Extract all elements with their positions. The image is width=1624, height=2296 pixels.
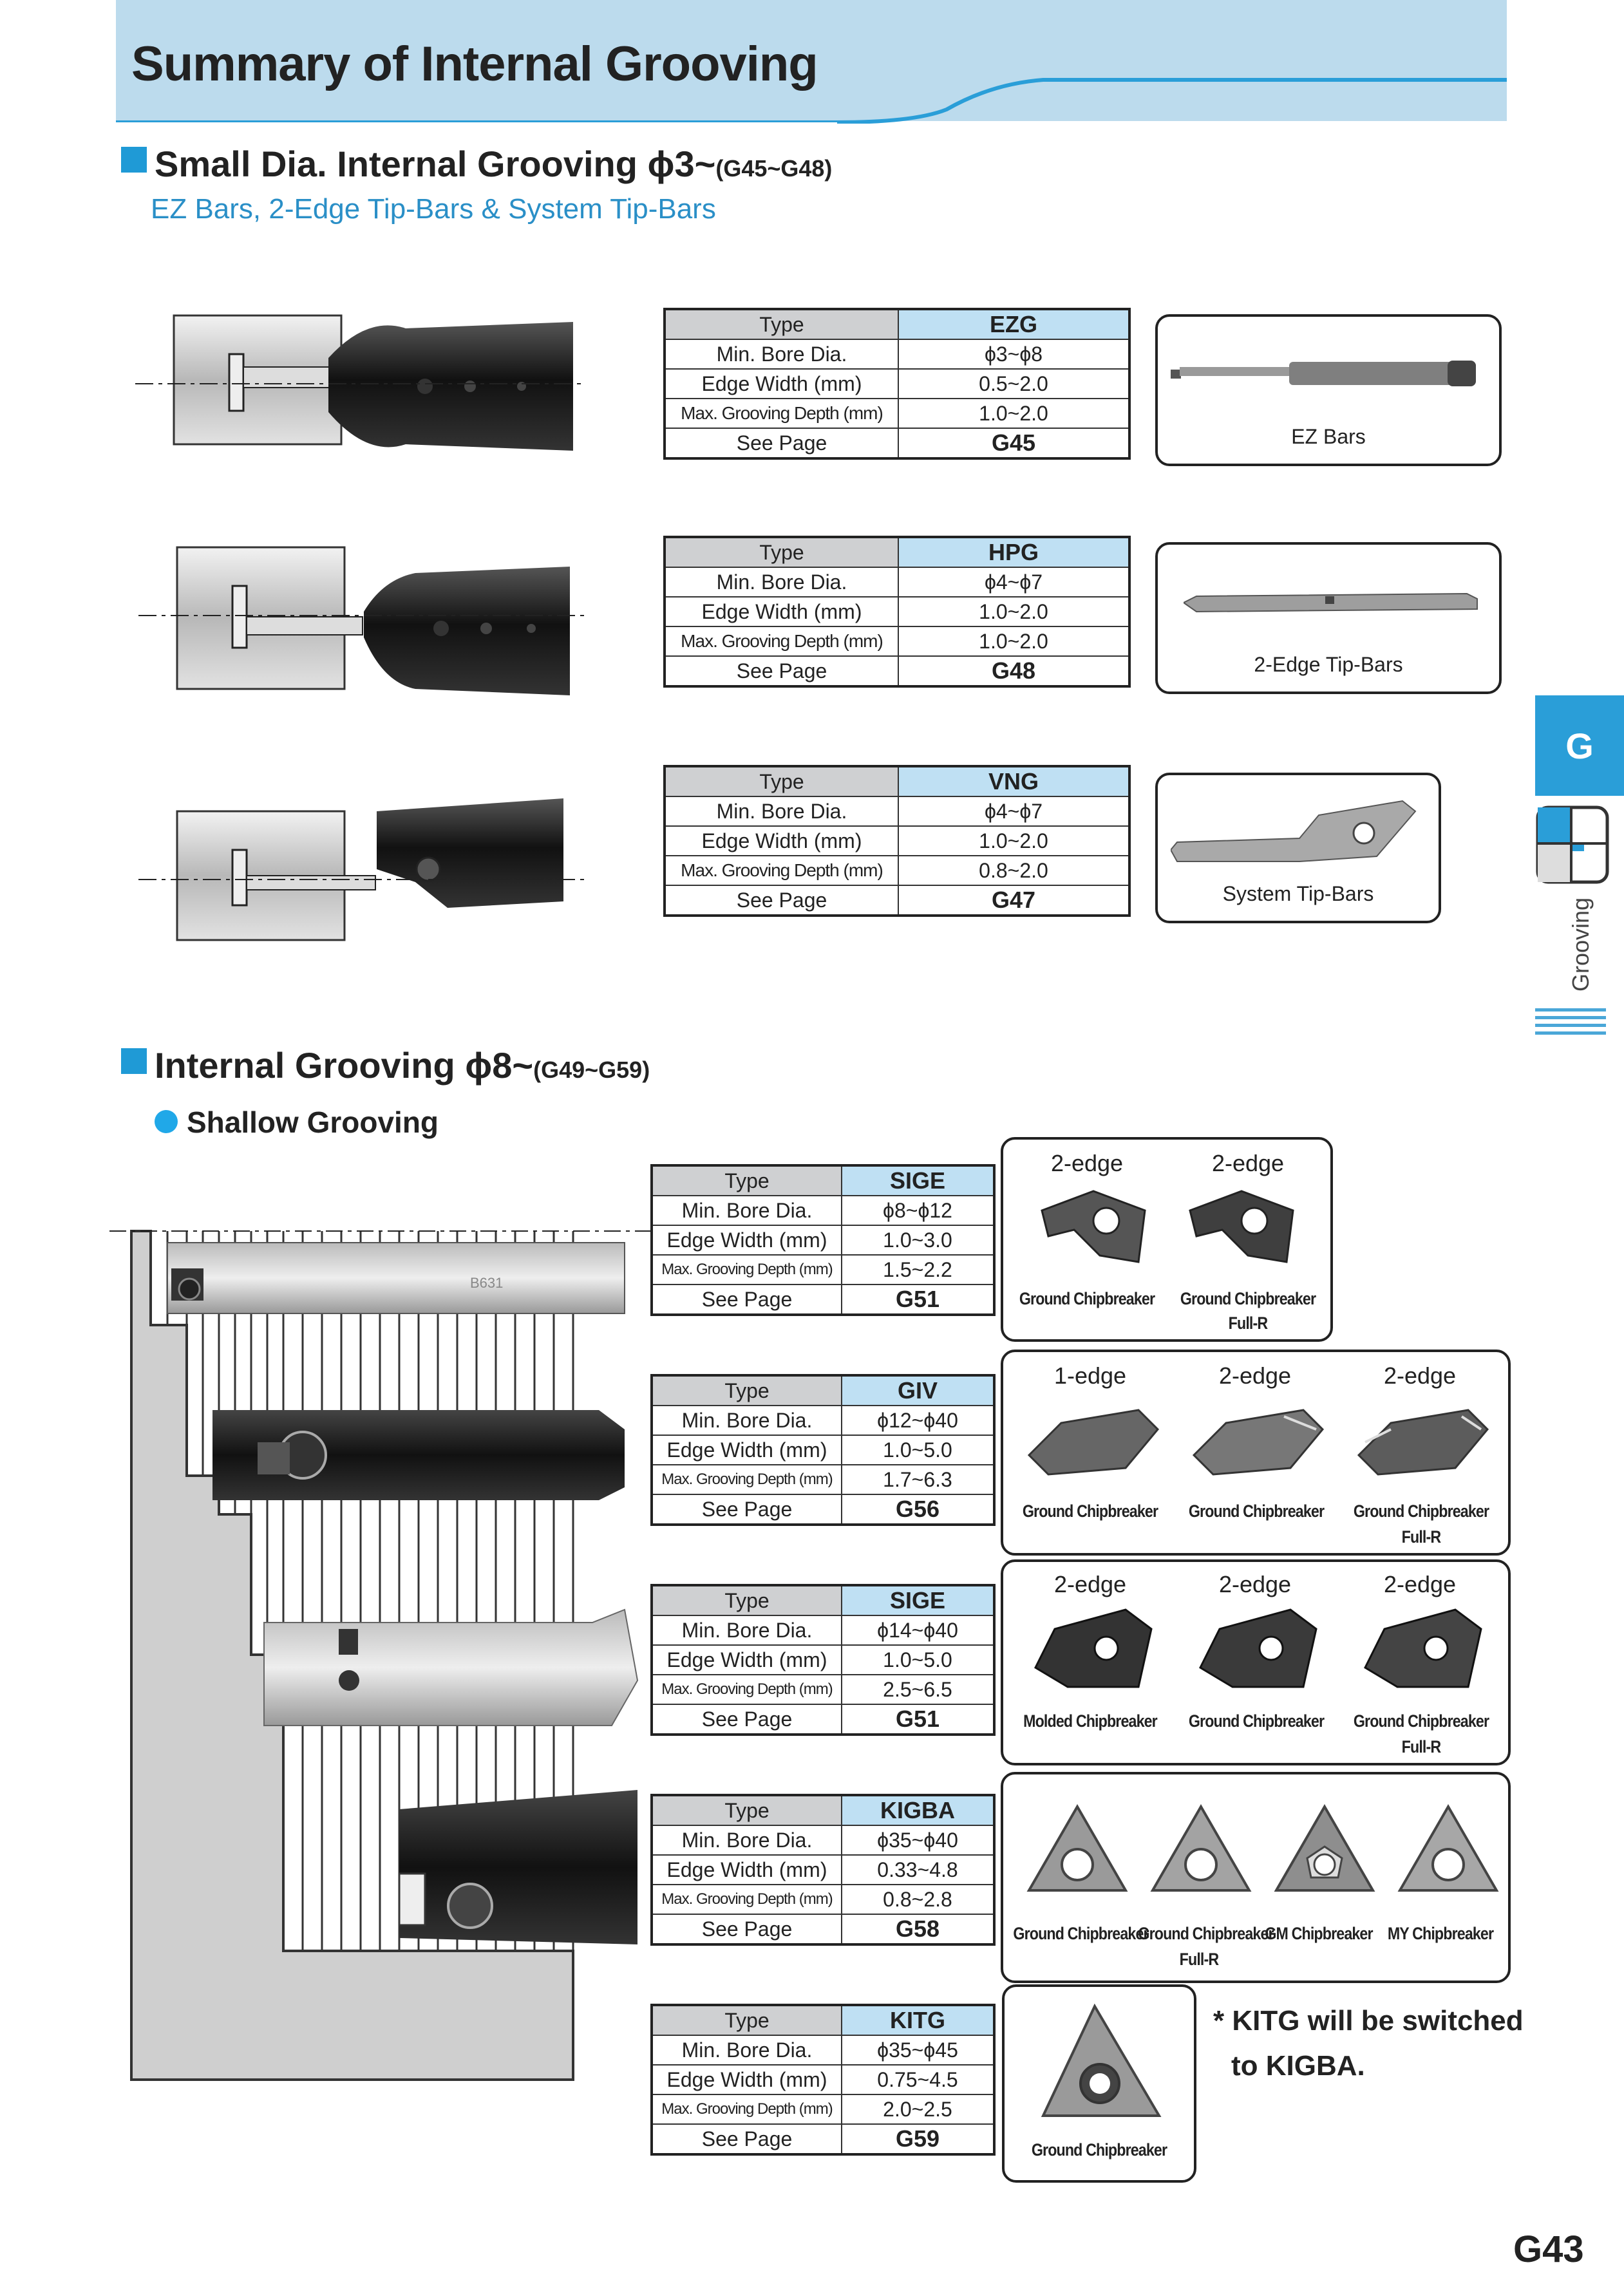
edge-width-value: 1.0~5.0 [842,1435,994,1465]
chipbreaker-label: MY Chipbreaker [1387,1924,1494,1943]
insert-image [1023,1404,1164,1481]
insert-image [1359,1603,1487,1693]
shallow-grooving-heading: Shallow Grooving [187,1106,439,1139]
chipbreaker-sublabel: Full-R [1401,1737,1441,1756]
edge-width-value: 1.0~5.0 [842,1645,994,1675]
row-label-type: Type [652,2005,842,2035]
chipbreaker-label: Molded Chipbreaker [1023,1711,1157,1731]
insert-edge-label: 2-edge [1218,1571,1292,1597]
ezg-bore-illustration [135,303,586,470]
ez-bar-image [1171,355,1486,394]
row-label-edge-width: Edge Width (mm) [652,2065,842,2094]
insert-edge-label: 1-edge [1053,1362,1127,1389]
row-label-type: Type [665,309,898,339]
insert-edge-label: 2-edge [1050,1150,1124,1176]
row-label-see-page: See Page [665,656,898,686]
insert-image [1030,2000,1172,2129]
page-title: Summary of Internal Grooving [131,37,818,91]
section2-title: Internal Grooving ϕ8~(G49~G59) [155,1045,650,1086]
row-label-see-page: See Page [665,885,898,916]
row-label-see-page: See Page [652,1914,842,1944]
section1-title: Small Dia. Internal Grooving ϕ3~(G45~G48) [155,144,833,184]
row-label-min-bore: Min. Bore Dia. [665,796,898,826]
min-bore-value: ϕ8~ϕ12 [842,1196,994,1225]
side-tab-label: Grooving [1567,897,1594,992]
section1-bullet [121,147,147,173]
insert-image [1146,1800,1256,1903]
row-label-see-page: See Page [665,428,898,458]
max-depth-value: 1.5~2.2 [842,1255,994,1284]
row-label-edge-width: Edge Width (mm) [652,1225,842,1255]
chipbreaker-label: Ground Chipbreaker [1353,1501,1489,1521]
chipbreaker-label: Ground Chipbreaker [1019,1289,1155,1308]
row-label-min-bore: Min. Bore Dia. [652,1406,842,1435]
type-value: SIGE [842,1165,994,1196]
insert-image [1352,1404,1494,1481]
max-depth-value: 1.0~2.0 [898,399,1129,428]
row-label-see-page: See Page [652,1704,842,1735]
row-label-edge-width: Edge Width (mm) [652,1855,842,1885]
row-label-see-page: See Page [652,1494,842,1525]
insert-image [1187,1404,1329,1481]
chipbreaker-sublabel: Full-R [1401,1527,1441,1547]
spec-table-ezg [663,308,1131,460]
min-bore-value: ϕ3~ϕ8 [898,339,1129,369]
ez-bars-picture-box [1155,314,1502,466]
type-value: HPG [898,537,1129,567]
insert-image [1029,1603,1158,1693]
row-label-type: Type [652,1585,842,1615]
system-tip-bar-image [1171,792,1428,869]
insert-box-kitg [1002,1984,1196,2183]
section2-bullet [121,1048,147,1074]
edge-width-value: 0.33~4.8 [842,1855,994,1885]
system-tip-bars-label: System Tip-Bars [1222,882,1374,905]
ez-bars-label: EZ Bars [1291,425,1366,448]
note-line2: to KIGBA. [1231,2050,1365,2082]
row-label-edge-width: Edge Width (mm) [665,369,898,399]
row-label-max-depth: Max. Grooving Depth (mm) [652,1675,842,1704]
see-page-link[interactable]: G48 [898,656,1129,686]
row-label-type: Type [652,1165,842,1196]
row-label-max-depth: Max. Grooving Depth (mm) [652,2094,842,2124]
max-depth-value: 0.8~2.8 [842,1885,994,1914]
insert-image [1270,1800,1379,1903]
insert-image [1029,1185,1158,1268]
chipbreaker-label: Ground Chipbreaker [1138,1924,1274,1943]
max-depth-value: 2.0~2.5 [842,2094,994,2124]
max-depth-value: 1.0~2.0 [898,626,1129,656]
insert-edge-label: 2-edge [1218,1362,1292,1389]
spec-table-sige-small [650,1164,996,1316]
max-depth-value: 2.5~6.5 [842,1675,994,1704]
see-page-link[interactable]: G47 [898,885,1129,916]
min-bore-value: ϕ14~ϕ40 [842,1615,994,1645]
edge-width-value: 1.0~3.0 [842,1225,994,1255]
page-number: G43 [1513,2228,1584,2270]
chipbreaker-label: GM Chipbreaker [1265,1924,1373,1943]
chipbreaker-label: Ground Chipbreaker [1031,2140,1167,2160]
spec-table-vng [663,765,1131,917]
min-bore-value: ϕ4~ϕ7 [898,796,1129,826]
type-value: SIGE [842,1585,994,1615]
insert-box-giv [1001,1350,1511,1556]
row-label-min-bore: Min. Bore Dia. [652,2035,842,2065]
chipbreaker-label: Ground Chipbreaker [1013,1924,1149,1943]
see-page-link[interactable]: G59 [842,2124,994,2154]
row-label-type: Type [652,1375,842,1406]
row-label-edge-width: Edge Width (mm) [652,1435,842,1465]
internal-grooving-bore-illustration [109,1217,650,2086]
row-label-max-depth: Max. Grooving Depth (mm) [652,1465,842,1494]
section1-subtitle: EZ Bars, 2-Edge Tip-Bars & System Tip-Bars [151,193,716,225]
spec-table-hpg [663,536,1131,688]
tip-bar-image [1184,590,1480,622]
row-label-see-page: See Page [652,1284,842,1315]
type-value: KITG [842,2005,994,2035]
row-label-max-depth: Max. Grooving Depth (mm) [665,856,898,885]
chipbreaker-label: Ground Chipbreaker [1188,1501,1325,1521]
spec-table-kigba [650,1794,996,1946]
spec-table-kitg [650,2004,996,2156]
insert-box-sige-small [1001,1137,1333,1342]
min-bore-value: ϕ12~ϕ40 [842,1406,994,1435]
min-bore-value: ϕ4~ϕ7 [898,567,1129,597]
see-page-link[interactable]: G51 [842,1704,994,1735]
edge-width-value: 0.5~2.0 [898,369,1129,399]
two-edge-tip-bars-picture-box [1155,542,1502,694]
header-bottom-line [116,97,844,122]
vng-bore-illustration [138,786,589,953]
insert-edge-label: 2-edge [1383,1571,1457,1597]
min-bore-value: ϕ35~ϕ45 [842,2035,994,2065]
edge-width-value: 1.0~2.0 [898,826,1129,856]
see-page-link[interactable]: G58 [842,1914,994,1944]
row-label-min-bore: Min. Bore Dia. [652,1196,842,1225]
type-value: VNG [898,766,1129,796]
row-label-max-depth: Max. Grooving Depth (mm) [652,1255,842,1284]
row-label-edge-width: Edge Width (mm) [665,826,898,856]
insert-image [1194,1603,1323,1693]
header-curve [837,71,1507,124]
min-bore-value: ϕ35~ϕ40 [842,1825,994,1855]
see-page-link[interactable]: G56 [842,1494,994,1525]
chipbreaker-label: Ground Chipbreaker [1188,1711,1325,1731]
two-edge-tip-bars-label: 2-Edge Tip-Bars [1254,653,1403,676]
row-label-min-bore: Min. Bore Dia. [665,567,898,597]
chipbreaker-label: Ground Chipbreaker [1180,1289,1316,1308]
insert-edge-label: 2-edge [1383,1362,1457,1389]
row-label-min-bore: Min. Bore Dia. [652,1615,842,1645]
row-label-min-bore: Min. Bore Dia. [652,1825,842,1855]
chipbreaker-label: Ground Chipbreaker [1353,1711,1489,1731]
row-label-type: Type [665,537,898,567]
insert-box-kigba [1001,1772,1511,1983]
row-label-max-depth: Max. Grooving Depth (mm) [652,1885,842,1914]
insert-box-sige-large [1001,1559,1511,1765]
insert-edge-label: 2-edge [1053,1571,1127,1597]
row-label-type: Type [652,1795,842,1825]
insert-edge-label: 2-edge [1211,1150,1285,1176]
max-depth-value: 0.8~2.0 [898,856,1129,885]
see-page-link[interactable]: G51 [842,1284,994,1315]
side-tab-g[interactable]: G [1535,695,1624,796]
insert-image [1177,1185,1306,1268]
bar-engraving: B631 [470,1275,504,1291]
insert-image [1023,1800,1132,1903]
insert-image [1393,1800,1503,1903]
row-label-max-depth: Max. Grooving Depth (mm) [665,399,898,428]
chipbreaker-sublabel: Full-R [1228,1313,1268,1333]
system-tip-bars-picture-box [1155,773,1441,923]
max-depth-value: 1.7~6.3 [842,1465,994,1494]
grooving-icon [1535,805,1610,885]
row-label-type: Type [665,766,898,796]
row-label-edge-width: Edge Width (mm) [652,1645,842,1675]
edge-width-value: 1.0~2.0 [898,597,1129,626]
row-label-min-bore: Min. Bore Dia. [665,339,898,369]
row-label-see-page: See Page [652,2124,842,2154]
note-line1: * KITG will be switched [1213,2005,1524,2037]
row-label-max-depth: Max. Grooving Depth (mm) [665,626,898,656]
spec-table-giv [650,1374,996,1526]
chipbreaker-sublabel: Full-R [1179,1950,1219,1969]
type-value: GIV [842,1375,994,1406]
row-label-edge-width: Edge Width (mm) [665,597,898,626]
see-page-link[interactable]: G45 [898,428,1129,458]
type-value: EZG [898,309,1129,339]
chipbreaker-label: Ground Chipbreaker [1022,1501,1158,1521]
type-value: KIGBA [842,1795,994,1825]
edge-width-value: 0.75~4.5 [842,2065,994,2094]
shallow-grooving-bullet [155,1110,178,1133]
hpg-bore-illustration [138,541,589,708]
spec-table-sige-large [650,1584,996,1736]
